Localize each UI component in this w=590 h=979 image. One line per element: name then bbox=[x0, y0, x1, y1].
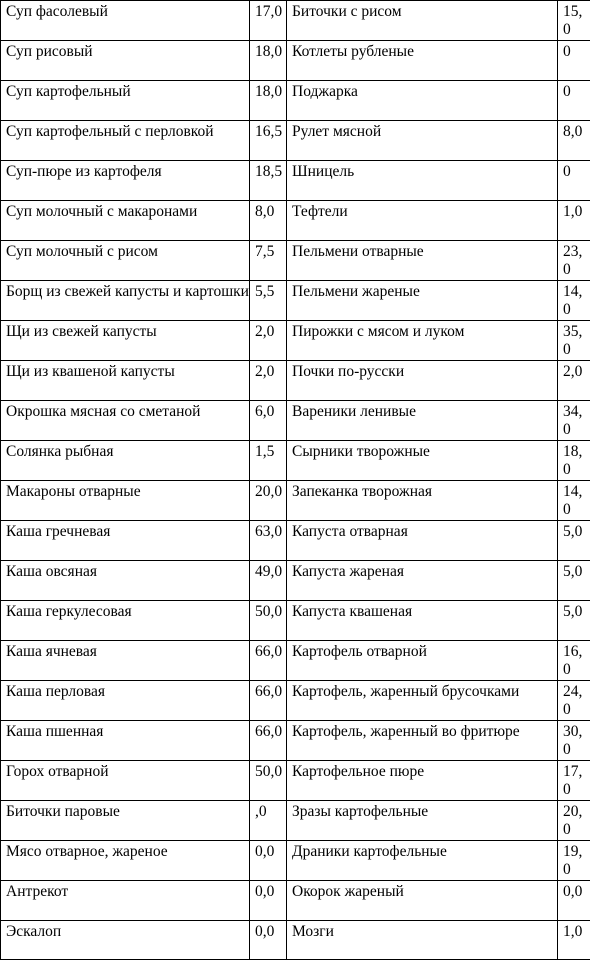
dish-name-left: Мясо отварное, жареное bbox=[1, 841, 250, 881]
value-left: 63,0 bbox=[250, 521, 287, 561]
table-row bbox=[1, 681, 590, 721]
table-row bbox=[1, 521, 590, 561]
dish-name-left: Антрекот bbox=[1, 881, 250, 921]
value-left: 8,0 bbox=[250, 201, 287, 241]
value-left: 1,5 bbox=[250, 441, 287, 481]
dish-name-right: Рулет мясной bbox=[287, 121, 558, 161]
dish-name-left: Борщ из свежей капусты и картошки bbox=[1, 281, 250, 321]
value-left: 49,0 bbox=[250, 561, 287, 601]
value-left: 50,0 bbox=[250, 761, 287, 801]
table-row bbox=[1, 201, 590, 241]
dish-name-right: Капуста жареная bbox=[287, 561, 558, 601]
dish-name-right: Капуста отварная bbox=[287, 521, 558, 561]
value-right: 8,0 bbox=[558, 121, 590, 161]
value-left: 16,5 bbox=[250, 121, 287, 161]
dish-name-right: Пирожки с мясом и луком bbox=[287, 321, 558, 361]
dish-name-right: Мозги bbox=[287, 921, 558, 960]
dish-name-right: Запеканка творожная bbox=[287, 481, 558, 521]
value-right: 15,0 bbox=[558, 1, 590, 41]
value-right: 1,0 bbox=[558, 921, 590, 960]
value-left: 66,0 bbox=[250, 721, 287, 761]
dish-name-left: Горох отварной bbox=[1, 761, 250, 801]
dish-name-left: Каша перловая bbox=[1, 681, 250, 721]
value-left: 0,0 bbox=[250, 881, 287, 921]
dish-name-right: Биточки с рисом bbox=[287, 1, 558, 41]
value-left: 2,0 bbox=[250, 361, 287, 401]
dish-name-right: Вареники ленивые bbox=[287, 401, 558, 441]
table-body bbox=[1, 1, 590, 960]
table-row bbox=[1, 441, 590, 481]
value-right: 30,0 bbox=[558, 721, 590, 761]
dish-name-left: Суп молочный с рисом bbox=[1, 241, 250, 281]
dish-name-right: Шницель bbox=[287, 161, 558, 201]
table-row bbox=[1, 321, 590, 361]
dish-name-right: Тефтели bbox=[287, 201, 558, 241]
dish-name-left: Суп-пюре из картофеля bbox=[1, 161, 250, 201]
table-row bbox=[1, 641, 590, 681]
value-right: 1,0 bbox=[558, 201, 590, 241]
value-left: 0,0 bbox=[250, 841, 287, 881]
dish-name-right: Картофель отварной bbox=[287, 641, 558, 681]
dish-name-left: Каша гречневая bbox=[1, 521, 250, 561]
dish-name-left: Каша пшенная bbox=[1, 721, 250, 761]
value-left: 18,5 bbox=[250, 161, 287, 201]
value-left: 18,0 bbox=[250, 81, 287, 121]
table-row bbox=[1, 41, 590, 81]
value-right: 5,0 bbox=[558, 601, 590, 641]
table-row bbox=[1, 801, 590, 841]
table-row bbox=[1, 361, 590, 401]
dish-name-left: Биточки паровые bbox=[1, 801, 250, 841]
value-right: 20,0 bbox=[558, 801, 590, 841]
dish-name-right: Зразы картофельные bbox=[287, 801, 558, 841]
value-left: 7,5 bbox=[250, 241, 287, 281]
value-left: 0,0 bbox=[250, 921, 287, 960]
dish-name-right: Котлеты рубленые bbox=[287, 41, 558, 81]
value-right: 19,0 bbox=[558, 841, 590, 881]
table-row bbox=[1, 761, 590, 801]
table-row bbox=[1, 161, 590, 201]
dish-name-right: Окорок жареный bbox=[287, 881, 558, 921]
table-row bbox=[1, 881, 590, 921]
value-right: 0 bbox=[558, 41, 590, 81]
dish-name-left: Суп картофельный с перловкой bbox=[1, 121, 250, 161]
dish-name-left: Эскалоп bbox=[1, 921, 250, 960]
table-row bbox=[1, 601, 590, 641]
value-right: 16,0 bbox=[558, 641, 590, 681]
dish-name-right: Картофель, жаренный во фритюре bbox=[287, 721, 558, 761]
value-right: 24,0 bbox=[558, 681, 590, 721]
dish-name-left: Щи из квашеной капусты bbox=[1, 361, 250, 401]
table-row bbox=[1, 81, 590, 121]
value-right: 35,0 bbox=[558, 321, 590, 361]
value-right: 14,0 bbox=[558, 281, 590, 321]
dish-name-left: Щи из свежей капусты bbox=[1, 321, 250, 361]
value-left: ,0 bbox=[250, 801, 287, 841]
value-left: 17,0 bbox=[250, 1, 287, 41]
table-row bbox=[1, 721, 590, 761]
table-row bbox=[1, 841, 590, 881]
dish-name-left: Суп молочный с макаронами bbox=[1, 201, 250, 241]
dish-name-left: Каша овсяная bbox=[1, 561, 250, 601]
dish-name-right: Сырники творожные bbox=[287, 441, 558, 481]
dish-name-right: Драники картофельные bbox=[287, 841, 558, 881]
value-right: 23,0 bbox=[558, 241, 590, 281]
table-row bbox=[1, 1, 590, 41]
dish-name-right: Поджарка bbox=[287, 81, 558, 121]
dish-name-left: Каша геркулесовая bbox=[1, 601, 250, 641]
table-row bbox=[1, 481, 590, 521]
dish-name-left: Каша ячневая bbox=[1, 641, 250, 681]
dish-name-right: Капуста квашеная bbox=[287, 601, 558, 641]
value-left: 50,0 bbox=[250, 601, 287, 641]
value-right: 0,0 bbox=[558, 881, 590, 921]
value-left: 20,0 bbox=[250, 481, 287, 521]
value-right: 5,0 bbox=[558, 561, 590, 601]
value-right: 17,0 bbox=[558, 761, 590, 801]
dish-name-right: Картофельное пюре bbox=[287, 761, 558, 801]
value-right: 14,0 bbox=[558, 481, 590, 521]
value-left: 2,0 bbox=[250, 321, 287, 361]
dish-name-right: Картофель, жаренный брусочками bbox=[287, 681, 558, 721]
dish-name-left: Суп фасолевый bbox=[1, 1, 250, 41]
table-row bbox=[1, 401, 590, 441]
table-row bbox=[1, 241, 590, 281]
dish-name-left: Суп рисовый bbox=[1, 41, 250, 81]
dish-name-right: Пельмени жареные bbox=[287, 281, 558, 321]
dish-name-left: Солянка рыбная bbox=[1, 441, 250, 481]
value-left: 66,0 bbox=[250, 641, 287, 681]
dish-name-right: Почки по-русски bbox=[287, 361, 558, 401]
value-left: 18,0 bbox=[250, 41, 287, 81]
table-row bbox=[1, 281, 590, 321]
value-left: 5,5 bbox=[250, 281, 287, 321]
value-right: 18,0 bbox=[558, 441, 590, 481]
table-row bbox=[1, 561, 590, 601]
dish-name-right: Пельмени отварные bbox=[287, 241, 558, 281]
value-left: 6,0 bbox=[250, 401, 287, 441]
value-right: 2,0 bbox=[558, 361, 590, 401]
table-row bbox=[1, 921, 590, 960]
value-right: 5,0 bbox=[558, 521, 590, 561]
table-row bbox=[1, 121, 590, 161]
value-right: 0 bbox=[558, 161, 590, 201]
dish-name-left: Макароны отварные bbox=[1, 481, 250, 521]
value-right: 34,0 bbox=[558, 401, 590, 441]
value-right: 0 bbox=[558, 81, 590, 121]
dish-name-left: Суп картофельный bbox=[1, 81, 250, 121]
value-left: 66,0 bbox=[250, 681, 287, 721]
dish-name-left: Окрошка мясная со сметаной bbox=[1, 401, 250, 441]
